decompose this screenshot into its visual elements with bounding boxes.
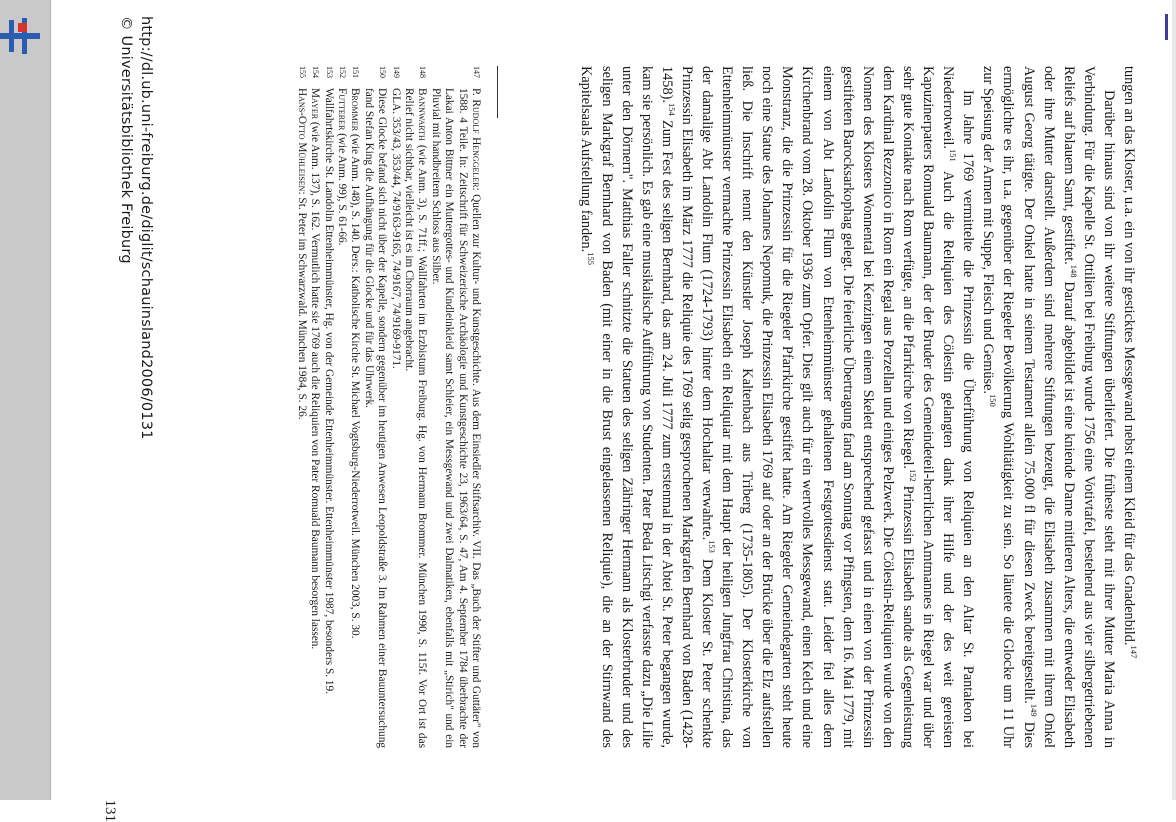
footnote-152: 152 Futterer (wie Anm. 99), S. 61-66. xyxy=(335,66,348,246)
right-edge-marker xyxy=(1165,14,1168,40)
right-scroll-track[interactable] xyxy=(1172,0,1176,800)
footnote-155: 155 Hans-Otto Mühleisen: St. Peter im Schwarzwald. München 1984, S. 26. xyxy=(295,66,308,420)
paragraph-2: Darüber hinaus sind von ihr weitere Stiftungen überliefert. Die früheste steht mit ihrer Mutter Maria Anna in Verbindung. Für die Kapelle St. Ottilien bei Freiburg wurde 1756 eine Votivtafel, bestehend aus vier silbergetriebenen Reliefs auf blauem Samt, gestiftet.$^{148}$ Darauf abgebildet ist eine kniende Dame mittleren Alters, die entweder Elisabeth oder ihre Mutter darstellt. Außerdem sind mehrere Stiftungen bezeugt, die Elisabeth zusammen mit ihrem Onkel August Georg tätigte. Der Onkel hatte in seinem Testament allein 75.000 fl für diesen Zweck bereitgestellt.$^{149}$ Dies ermöglichte es ihr, u.a. gegenüber der Riegeler Bevölkerung Wohltätigkeit zu sein. So läutete die Glocke um 11 Uhr zur Speisung der Armen mit Suppe, Fleisch und Gemüse.$^{150}$ xyxy=(980,66,1117,749)
ub-freiburg-logo-icon[interactable] xyxy=(0,18,46,54)
viewer-sidebar xyxy=(0,0,51,800)
footnote-148: 148 Bannwarth (wie Anm. 3), S. 71ff.; Wallfahrten im Erzbistum Freiburg. Hg. von Hermann Brommer. München 1990, S. 115f. Vor Ort ist das Relief nicht sichtbar, vielleicht ist es im Chorraum angebracht. xyxy=(402,66,429,748)
copyright-watermark: © Universitätsbibliothek Freiburg xyxy=(118,16,134,264)
rotated-document-page xyxy=(50,0,1174,822)
footnote-151: 151 Brommer (wie Anm. 148), S. 140. Ders.: Katholische Kirche St. Michael Vogtsburg-Niederrotweil. München 2003, S. 30. xyxy=(349,66,362,639)
footnote-154: 154 Mayer (wie Anm. 137), S. 162. Vermutlich hatte sie 1769 auch die Reliquien von Pater Romuald Baumann besorgen lassen. xyxy=(309,66,322,650)
paragraph-3: Im Jahre 1769 vermittelte die Prinzessin die Überführung von Reliquien an den Altar St. Pantaleon bei Niederrotweil.$^{151}$ Auch die Reliquien des Cölestin gelangten dank ihrer Hilfe und der des weit gereisten Kapuzinerpaters Romuald Baumann, der der Bruder des Gemeindeteil-herrlichen Amtmannes in Riegel war und über sehr gute Kontakte nach Rom verfügte, an die Pfarrkirche von Riegel.$^{152}$ Prinzessin Elisabeth sandte als Gegenleistung dem Kardinal Rezzonico in Rom ein Regal aus Porzellan und einiges Pelzwerk. Die Cölestin-Reliquien wurde von den Nonnen des Klosters Wonnental bei Kenzingen einem Skelett entsprechend gefasst und in einen von der Prinzessin gestifteten Barocksarkophag gelegt. Die feierliche Übertragung fand am Sonntag vor Pfingsten, dem 16. Mai 1779, mit einem von Abt Landolin Flum von Ettenheimmünster gehaltenen Festgottesdienst statt. Leider fiel alles dem Kirchenbrand vom 28. Oktober 1936 zum Opfer. Dies gilt auch für ein wertvolles Messgewand, einen Kelch und eine Monstranz, die die Prinzessin für die Riegeler Pfarrkirche gestiftet hatte. Am Riegeler Gemeindegarten steht heute noch eine Statue des Johannes Nepomuk, die Prinzessin Elisabeth 1769 auf oder an der Brücke über die Elz aufstellen ließ. Die Inschrift nennt den Künstler Joseph Kaltenbach aus Triberg (1735-1805). Der Klosterkirche von Ettenheimmünster vermachte Prinzessin Elisabeth ein Reliquiar mit dem Haupt der heiligen Jungfrau Christina, das der damalige Abt Landolin Flum (1724-1793) hinter dem Hochaltar verwahrte.$^{153}$ Dem Kloster St. Peter schenkte Prinzessin Elisabeth im März 1777 die Reliquie des 1769 selig gesprochenen Markgrafen Bernhard von Baden (1428-1458).$^{154}$ Zum Fest des seligen Bernhard, das am 24. Juli 1777 zum erstenmal in der Abtei St. Peter begangen wurde, kam sie persönlich. Es gab eine musikalische Aufführung von Studenten. Pater Beda Litschgi verfasste dazu „Die Lilie unter den Dörnern". Matthias Faller schnitzte die Statuen des seligen Zähringer Hermann als Klosterbruder und des seligen Markgraf Bernhard von Baden (mit einer in die Brust eingelassenen Reliquie), die an der Stirnwand des Kapitelsaals Aufstellung fanden.$^{155}$ xyxy=(578,66,977,749)
source-url-watermark: http://dl.ub.uni-freiburg.de/diglit/schauinsland2006/0131 xyxy=(138,16,154,440)
page-number: 131 xyxy=(102,799,118,822)
footnote-153: 153 Wallfahrtskirche St. Landolin Ettenheimmünster, Hg. von der Gemeinde Ettenheimmünster. Ettenheimmünster 1987, besonders S. 19. xyxy=(322,66,335,695)
footnote-rule xyxy=(497,66,498,118)
footnotes xyxy=(294,66,482,748)
footnote-150: 150 Diese Glocke befand sich nicht über der Kapelle, sondern gegenüber im heutigen Anwesen Leopoldstraße 3. Im Rahmen einer Bauuntersuchung fand Stefan King die Aufhängung für die Glocke und für das Uhrwerk. xyxy=(362,66,389,748)
footnote-149: 149 GLA. 353/43, 353/44, 74/9163-9165, 74/9167, 74/9169-9171. xyxy=(389,66,402,369)
body-text xyxy=(576,66,1139,748)
paragraph-1: tungen an das Kloster, u.a. ein von ihr gesticktes Messgewand nebst einem Kleid für das Gnadenbild.$^{147}$ xyxy=(1121,66,1139,659)
footnote-147: 147 P. Rudolf Henggeler: Quellen zur Kultur- und Kunstgeschichte. Aus dem Einsiedler Stiftsarchiv. VII. Das „Buch der Stifter und Guttäter" von 1588. 4 Teile. In: Zeitschrift für Schweizerische Archäologie und Kunstgeschichte 23, 1963/64, S. 47, Am 4. September 1784 überbrachte der Lakai Anton Bittner ein Muttergottes- und Kindleinkleid samt Schleier, ein Messgewand und zwei Dalmatiken, ebenfalls mit „Stirich" und ein Pluvial mit handbreitem Schloss aus Silber. xyxy=(429,66,482,748)
